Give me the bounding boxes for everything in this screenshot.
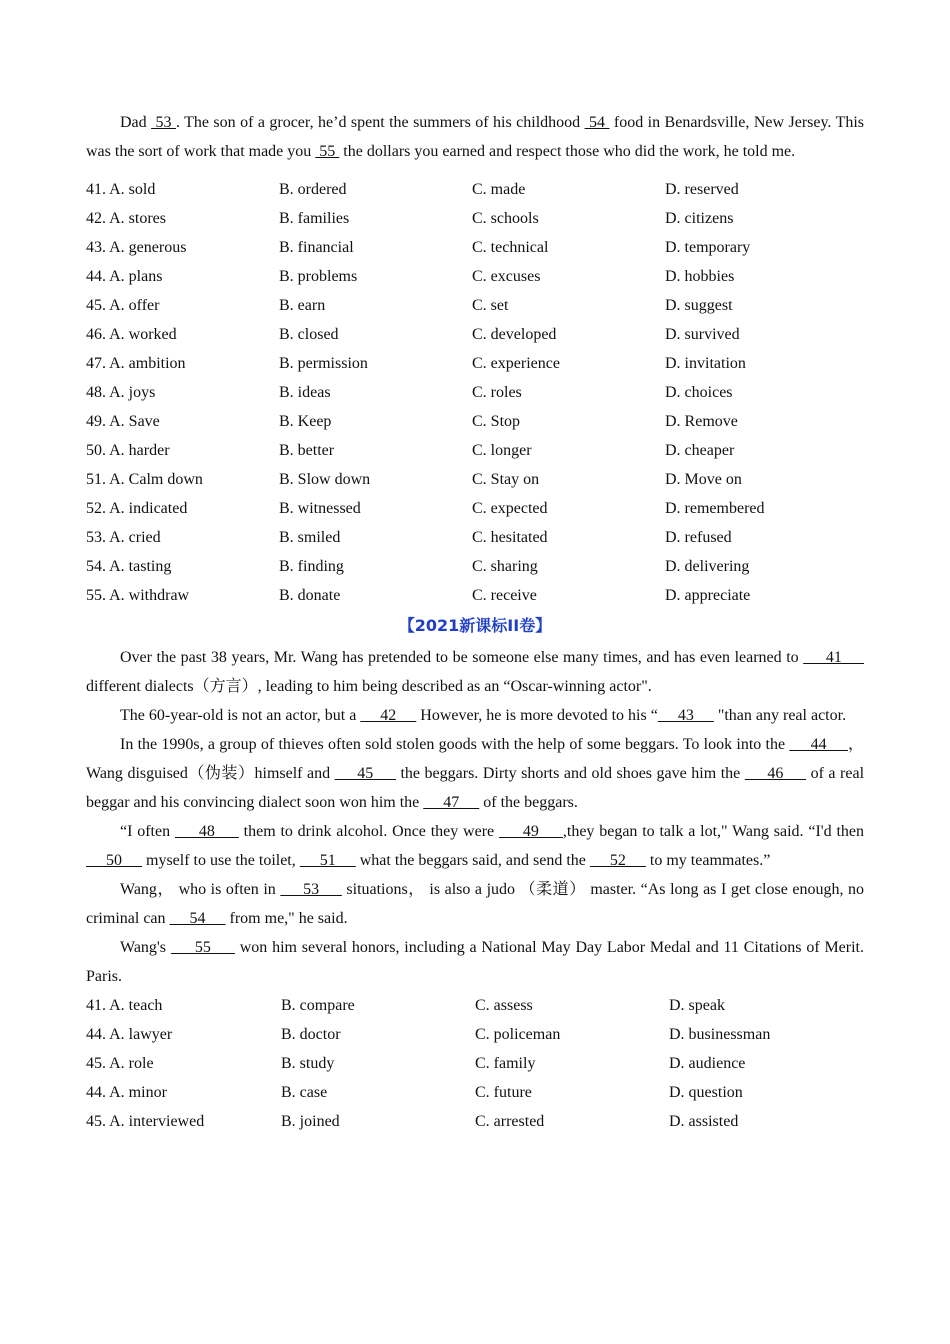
- option-row: [86, 465, 864, 494]
- option-d: D. invitation: [665, 355, 746, 372]
- option-b: B. earn: [279, 297, 326, 314]
- option-row: [86, 262, 864, 291]
- passage-text: myself to use the toilet,: [142, 852, 300, 869]
- option-a: 54. A. tasting: [86, 558, 172, 575]
- blank-55: 55: [315, 143, 340, 160]
- option-c: C. family: [475, 1055, 536, 1072]
- passage-2-paragraph-4: [86, 817, 864, 875]
- passage-text: won him several honors, including a National May Day Labor Medal and 11 Citations of Merit. Paris.: [86, 939, 865, 985]
- passage-2-paragraph-6: [86, 933, 864, 991]
- option-row: [86, 1107, 864, 1136]
- option-row: [86, 233, 864, 262]
- options-list-2: [86, 991, 864, 1136]
- option-b: B. Keep: [279, 413, 332, 430]
- passage-text: In the 1990s, a group of thieves often sold stolen goods with the help of some beggars. To look into the: [120, 736, 790, 753]
- blank-44: 44: [789, 736, 848, 753]
- blank-54: 54: [169, 910, 226, 927]
- option-row: [86, 581, 864, 610]
- option-a: 53. A. cried: [86, 529, 161, 546]
- option-b: B. doctor: [281, 1026, 341, 1043]
- option-d: D. choices: [665, 384, 733, 401]
- option-b: B. witnessed: [279, 500, 361, 517]
- option-c: C. made: [472, 181, 526, 198]
- option-b: B. financial: [279, 239, 354, 256]
- passage-text: ,they began to talk a lot," Wang said. “I'd then: [562, 823, 865, 840]
- option-a: 49. A. Save: [86, 413, 160, 430]
- option-b: B. ideas: [279, 384, 331, 401]
- option-a: 43. A. generous: [86, 239, 187, 256]
- passage-text: Over the past 38 years, Mr. Wang has pretended to be someone else many times, and has even learned to: [120, 649, 804, 666]
- option-c: C. roles: [472, 384, 522, 401]
- option-a: 44. A. lawyer: [86, 1026, 173, 1043]
- blank-47: 47: [423, 794, 480, 811]
- option-c: C. technical: [472, 239, 549, 256]
- option-row: [86, 1049, 864, 1078]
- option-c: C. receive: [472, 587, 537, 604]
- option-d: D. reserved: [665, 181, 739, 198]
- passage-text: situations， is also a judo （柔道） master. “As long as I get close enough, no criminal can: [86, 881, 864, 927]
- option-d: D. Remove: [665, 413, 738, 430]
- section-heading: [86, 608, 864, 643]
- blank-49: 49: [498, 823, 563, 840]
- passage-text: However, he is more devoted to his “: [416, 707, 658, 724]
- blank-45: 45: [334, 765, 396, 782]
- passage-text: food in Benardsville, New Jersey. This was the sort of work that made you: [86, 114, 865, 160]
- option-a: 41. A. teach: [86, 997, 163, 1014]
- option-d: D. cheaper: [665, 442, 735, 459]
- blank-41: 41: [803, 649, 865, 666]
- passage-text: The 60-year-old is not an actor, but a: [120, 707, 361, 724]
- options-list-1: [86, 175, 864, 610]
- passage-2-paragraph-5: [86, 875, 864, 933]
- option-d: D. question: [669, 1084, 743, 1101]
- option-b: B. donate: [279, 587, 341, 604]
- passage-text: them to drink alcohol. Once they were: [238, 823, 499, 840]
- option-row: [86, 523, 864, 552]
- option-c: C. set: [472, 297, 509, 314]
- option-a: 45. A. role: [86, 1055, 154, 1072]
- option-c: C. excuses: [472, 268, 541, 285]
- passage-1-paragraph: [86, 108, 864, 166]
- option-b: B. permission: [279, 355, 368, 372]
- option-b: B. ordered: [279, 181, 347, 198]
- option-a: 46. A. worked: [86, 326, 177, 343]
- option-a: 42. A. stores: [86, 210, 166, 227]
- option-row: [86, 1020, 864, 1049]
- option-d: D. assisted: [669, 1113, 739, 1130]
- option-c: C. sharing: [472, 558, 538, 575]
- passage-text: the beggars. Dirty shorts and old shoes gave him the: [395, 765, 745, 782]
- option-row: [86, 552, 864, 581]
- option-row: [86, 378, 864, 407]
- option-b: B. better: [279, 442, 335, 459]
- passage-text: ，Wang disguised（伪装）himself and: [86, 736, 865, 782]
- option-b: B. families: [279, 210, 350, 227]
- option-c: C. Stay on: [472, 471, 540, 488]
- passage-2-paragraph-2: [86, 701, 864, 730]
- option-d: D. audience: [669, 1055, 746, 1072]
- option-c: C. hesitated: [472, 529, 548, 546]
- passage-2-paragraph-1: [86, 643, 864, 701]
- blank-43: 43: [657, 707, 714, 724]
- option-c: C. expected: [472, 500, 548, 517]
- option-a: 45. A. interviewed: [86, 1113, 205, 1130]
- option-d: D. businessman: [669, 1026, 771, 1043]
- option-a: 48. A. joys: [86, 384, 156, 401]
- option-b: B. compare: [281, 997, 355, 1014]
- passage-text: different dialects（方言）, leading to him being described as an “Oscar-winning actor".: [86, 678, 652, 695]
- passage-text: the dollars you earned and respect those who did the work, he told me.: [339, 143, 796, 160]
- option-a: 45. A. offer: [86, 297, 160, 314]
- option-row: [86, 204, 864, 233]
- blank-55: 55: [170, 939, 235, 956]
- option-b: B. smiled: [279, 529, 341, 546]
- option-d: D. hobbies: [665, 268, 735, 285]
- passage-2-paragraph-3: [86, 730, 864, 817]
- option-a: 52. A. indicated: [86, 500, 188, 517]
- blank-48: 48: [174, 823, 239, 840]
- blank-42: 42: [360, 707, 417, 724]
- option-c: C. future: [475, 1084, 532, 1101]
- blank-51: 51: [299, 852, 356, 869]
- option-c: C. schools: [472, 210, 539, 227]
- option-a: 44. A. plans: [86, 268, 163, 285]
- passage-text: from me," he said.: [225, 910, 348, 927]
- document-page: [86, 108, 864, 1136]
- option-a: 44. A. minor: [86, 1084, 167, 1101]
- option-row: [86, 436, 864, 465]
- option-a: 55. A. withdraw: [86, 587, 190, 604]
- option-d: D. remembered: [665, 500, 765, 517]
- option-c: C. developed: [472, 326, 557, 343]
- option-b: B. finding: [279, 558, 344, 575]
- passage-text: to my teammates.”: [645, 852, 771, 869]
- blank-50: 50: [86, 852, 142, 869]
- option-c: C. longer: [472, 442, 532, 459]
- section-heading-text: 【2021新课标II卷】: [398, 616, 552, 635]
- option-a: 51. A. Calm down: [86, 471, 203, 488]
- option-a: 47. A. ambition: [86, 355, 186, 372]
- option-row: [86, 991, 864, 1020]
- option-d: D. suggest: [665, 297, 733, 314]
- option-row: [86, 494, 864, 523]
- option-d: D. refused: [665, 529, 732, 546]
- option-b: B. problems: [279, 268, 358, 285]
- option-row: [86, 291, 864, 320]
- passage-text: . The son of a grocer, he’d spent the summers of his childhood: [175, 114, 585, 131]
- passage-text: of a real beggar and his convincing dialect soon won him the: [86, 765, 865, 811]
- option-d: D. citizens: [665, 210, 734, 227]
- option-a: 41. A. sold: [86, 181, 156, 198]
- blank-52: 52: [589, 852, 646, 869]
- option-b: B. study: [281, 1055, 335, 1072]
- option-row: [86, 349, 864, 378]
- option-row: [86, 407, 864, 436]
- option-c: C. policeman: [475, 1026, 561, 1043]
- blank-54: 54: [584, 114, 610, 131]
- option-d: D. appreciate: [665, 587, 751, 604]
- option-row: [86, 320, 864, 349]
- option-a: 50. A. harder: [86, 442, 170, 459]
- option-b: B. Slow down: [279, 471, 371, 488]
- option-row: [86, 175, 864, 204]
- option-c: C. Stop: [472, 413, 521, 430]
- option-d: D. survived: [665, 326, 740, 343]
- option-c: C. experience: [472, 355, 560, 372]
- passage-text: of the beggars.: [479, 794, 578, 811]
- passage-text: what the beggars said, and send the: [355, 852, 590, 869]
- option-b: B. case: [281, 1084, 328, 1101]
- blank-53: 53: [151, 114, 176, 131]
- passage-text: "than any real actor.: [713, 707, 847, 724]
- option-d: D. temporary: [665, 239, 751, 256]
- option-d: D. speak: [669, 997, 725, 1014]
- option-c: C. assess: [475, 997, 533, 1014]
- blank-53: 53: [280, 881, 342, 898]
- option-b: B. closed: [279, 326, 339, 343]
- passage-text: “I often: [120, 823, 175, 840]
- option-d: D. Move on: [665, 471, 742, 488]
- option-b: B. joined: [281, 1113, 340, 1130]
- passage-text: Wang's: [120, 939, 171, 956]
- option-row: [86, 1078, 864, 1107]
- blank-46: 46: [744, 765, 807, 782]
- option-d: D. delivering: [665, 558, 750, 575]
- passage-text: Wang， who is often in: [120, 881, 281, 898]
- passage-text: Dad: [120, 114, 152, 131]
- option-c: C. arrested: [475, 1113, 545, 1130]
